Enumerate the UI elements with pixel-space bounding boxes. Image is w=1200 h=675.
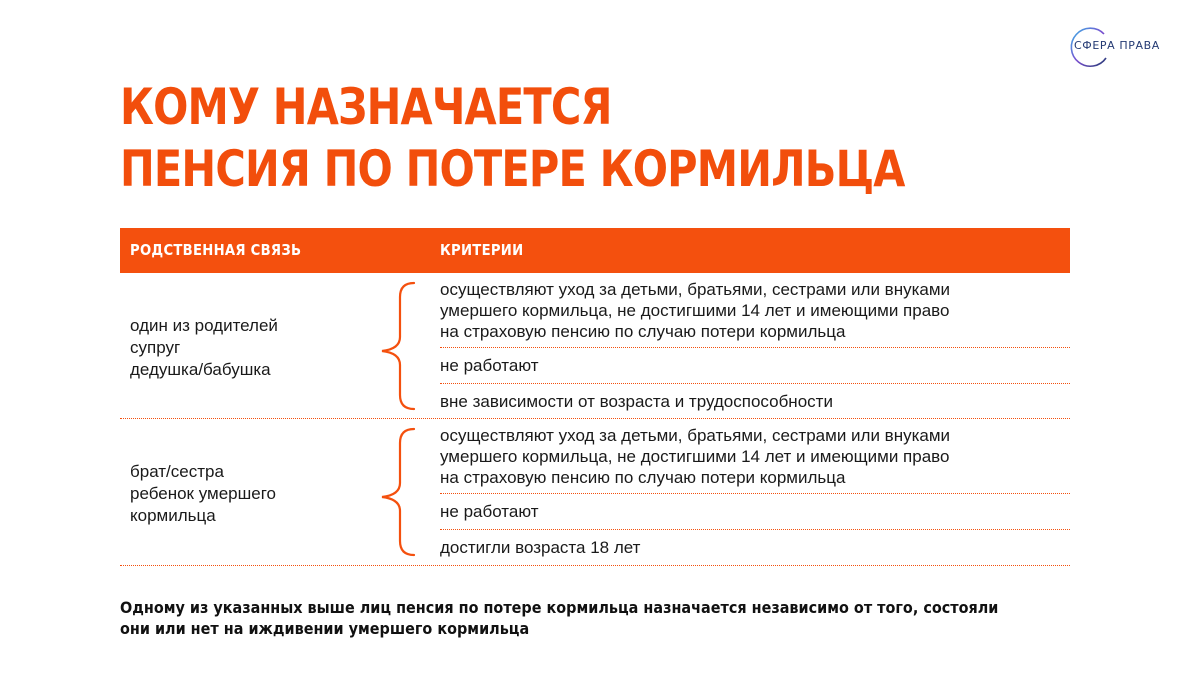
criteria-item: осуществляют уход за детьми, братьями, сестрами или внуками умершего кормильца, не достигшими 14 лет и имеющими право на страховую пенсию по случаю потери кормильца — [440, 426, 951, 487]
header-relation: РОДСТВЕННАЯ СВЯЗЬ — [130, 241, 302, 259]
criteria-item: не работают — [440, 502, 539, 521]
row-divider — [440, 529, 1070, 530]
relation-item: один из родителей — [130, 316, 278, 335]
relations-list — [130, 315, 278, 381]
group-divider — [120, 565, 1070, 566]
curly-brace-icon — [378, 427, 418, 557]
footer-line-2: они или нет на иждивении умершего кормильца — [120, 619, 530, 638]
footer-note — [120, 597, 1080, 639]
relations-list — [130, 461, 276, 527]
table-group-2 — [120, 419, 1070, 566]
relation-item: дедушка/бабушка — [130, 360, 271, 379]
title-line-2: ПЕНСИЯ ПО ПОТЕРЕ КОРМИЛЬЦА — [120, 140, 905, 198]
page-title — [120, 76, 905, 200]
title-line-1: КОМУ НАЗНАЧАЕТСЯ — [120, 78, 612, 136]
logo — [1068, 24, 1178, 70]
criteria-item: вне зависимости от возраста и трудоспособности — [440, 392, 833, 411]
curly-brace-icon — [378, 281, 418, 411]
table-group-1 — [120, 273, 1070, 418]
row-divider — [440, 347, 1070, 348]
logo-text: СФЕРА ПРАВА — [1074, 39, 1160, 52]
criteria-item: осуществляют уход за детьми, братьями, сестрами или внуками умершего кормильца, не достигшими 14 лет и имеющими право на страховую пенсию по случаю потери кормильца — [440, 280, 951, 341]
criteria-item: достигли возраста 18 лет — [440, 538, 641, 557]
criteria-item: не работают — [440, 356, 539, 375]
footer-line-1: Одному из указанных выше лиц пенсия по потере кормильца назначается независимо от того, состояли — [120, 598, 999, 617]
relation-item: брат/сестра — [130, 462, 224, 481]
relation-item: супруг — [130, 338, 181, 357]
relation-item: ребенок умершего — [130, 484, 277, 503]
row-divider — [440, 493, 1070, 494]
table-header — [120, 228, 1070, 273]
relation-item: кормильца — [130, 506, 216, 525]
row-divider — [440, 383, 1070, 384]
header-criteria: КРИТЕРИИ — [440, 241, 524, 259]
